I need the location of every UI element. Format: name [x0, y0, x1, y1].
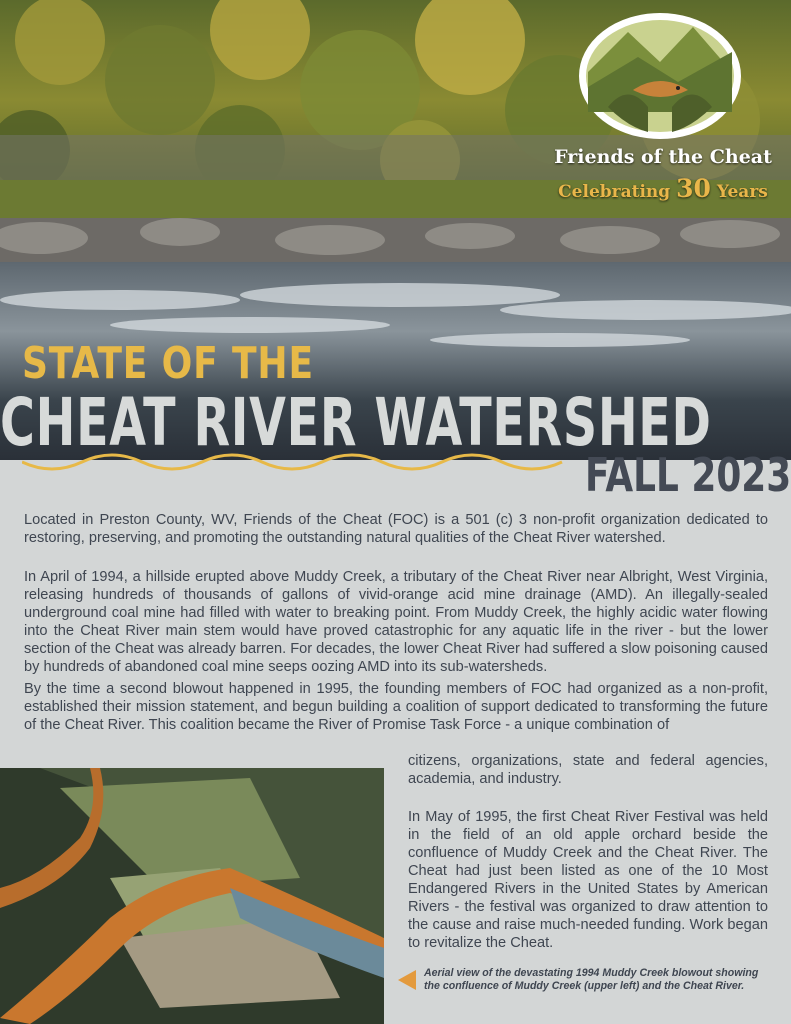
logo-tagline-prefix: Celebrating	[558, 182, 671, 202]
title-line-1: STATE OF THE	[22, 338, 314, 389]
paragraph-1995-blowout: By the time a second blowout happened in 1995, the founding members of FOC had organized as a non-profit, established their mission statement, and begun building a coalition of support dedicated to transforming the future of the Cheat River. This coalition became the River of Promise Task Force - a unique combination of	[24, 681, 768, 733]
wave-divider	[22, 448, 582, 476]
logo	[548, 12, 788, 202]
friends-of-the-cheat-logo-icon	[578, 12, 742, 140]
paragraph-intro: Located in Preston County, WV, Friends of the Cheat (FOC) is a 501 (c) 3 non-profit organization dedicated to restoring, preserving, and promoting the outstanding natural qualities of the Cheat River watershed.	[24, 512, 768, 546]
paragraph-1994-blowout: In April of 1994, a hillside erupted above Muddy Creek, a tributary of the Cheat River near Albright, West Virginia, releasing hundreds of thousands of gallons of vivid-orange acid mine drainage (AMD). An illegally-sealed underground coal mine had filled with water to breaking point. From Muddy Creek, the highly acidic water flowing into the Cheat River main stem would have proved catastrophic for any aquatic life in the river - but the lower section of the Cheat was already barren. For decades, the lower Cheat River had suffered a slow poisoning caused by hundreds of abandoned coal mine seeps oozing AMD into its sub-watersheds.	[24, 569, 768, 675]
season-label: FALL 2023	[585, 448, 791, 502]
aerial-view-image	[0, 768, 384, 1024]
caption-arrow-icon	[398, 970, 416, 990]
logo-tagline-suffix: Years	[716, 182, 768, 202]
logo-tagline	[548, 174, 778, 203]
photo-caption: Aerial view of the devastating 1994 Muddy Creek blowout showing the confluence of Muddy Creek (upper left) and the Cheat River.	[424, 967, 759, 992]
title-line-2: CHEAT RIVER WATERSHED	[0, 384, 712, 461]
aerial-photo	[0, 768, 384, 1024]
logo-name: Friends of the Cheat	[554, 146, 772, 168]
paragraph-1995-blowout-continued: citizens, organizations, state and federal agencies, academia, and industry.	[408, 753, 768, 787]
paragraph-river-festival: In May of 1995, the first Cheat River Festival was held in the field of an old apple orchard beside the confluence of Muddy Creek and the Cheat River. The Cheat had just been listed as one of the 10 Most Endangered Rivers in the United States by American Rivers - the festival was organized to draw attention to the cause and raise much-needed funding. Work began to revitalize the Cheat.	[408, 809, 768, 951]
logo-tagline-number: 30	[676, 174, 711, 203]
